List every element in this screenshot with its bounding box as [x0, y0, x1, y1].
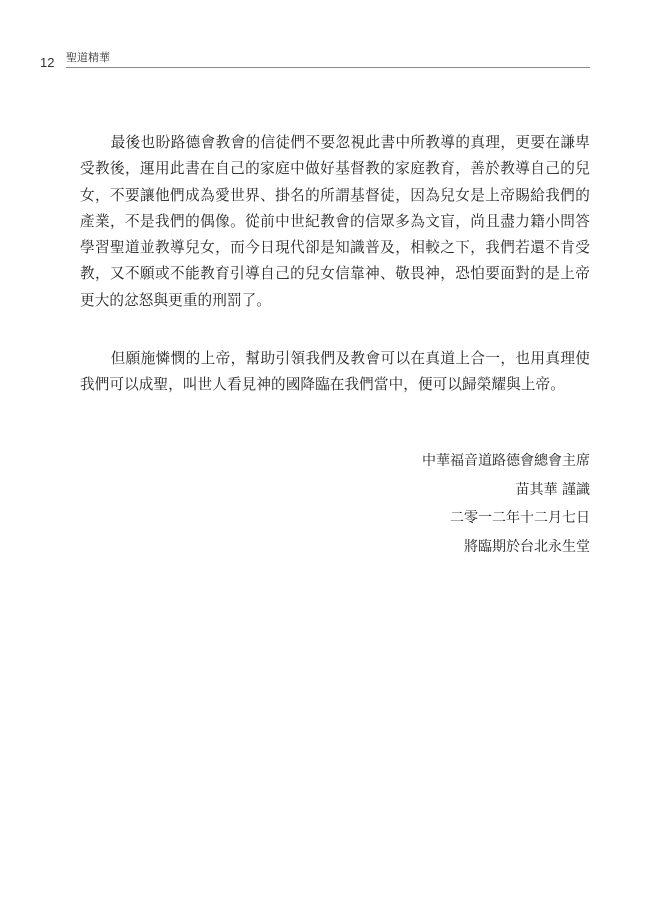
body-paragraph: 最後也盼路德會教會的信徒們不要忽視此書中所教導的真理，更要在謙卑受教後，運用此書在自己的家庭中做好基督教的家庭教育，善於教導自己的兒女，不要讓他們成為愛世界、掛名的所謂基督徒，因為兒女是上帝賜給我們的產業，不是我們的偶像。從前中世紀教會的信眾多為文盲，尚且盡力籍小問答學習聖道並教導兒女，而今日現代卻是知識普及，相較之下，我們若還不肯受教，又不願或不能教育引導自己的兒女信靠神、敬畏神，恐怕要面對的是上帝更大的忿怒與更重的刑罰了。 — [80, 134, 590, 309]
running-header-title: 聖道精華 — [66, 51, 110, 64]
body-paragraph: 但願施憐憫的上帝，幫助引領我們及教會可以在真道上合一，也用真理使我們可以成聖，叫世人看見神的國降臨在我們當中，便可以歸榮耀與上帝。 — [80, 350, 590, 394]
header-rule — [66, 67, 590, 68]
signature-author: 苗其華 謹識 — [515, 481, 590, 498]
page-number: 12 — [40, 55, 55, 70]
signature-block — [422, 447, 590, 561]
signature-place: 將臨期於台北永生堂 — [464, 538, 590, 555]
signature-organization: 中華福音道路德會總會主席 — [422, 453, 590, 469]
signature-date: 二零一二年十二月七日 — [450, 510, 590, 527]
page-header — [40, 52, 590, 70]
